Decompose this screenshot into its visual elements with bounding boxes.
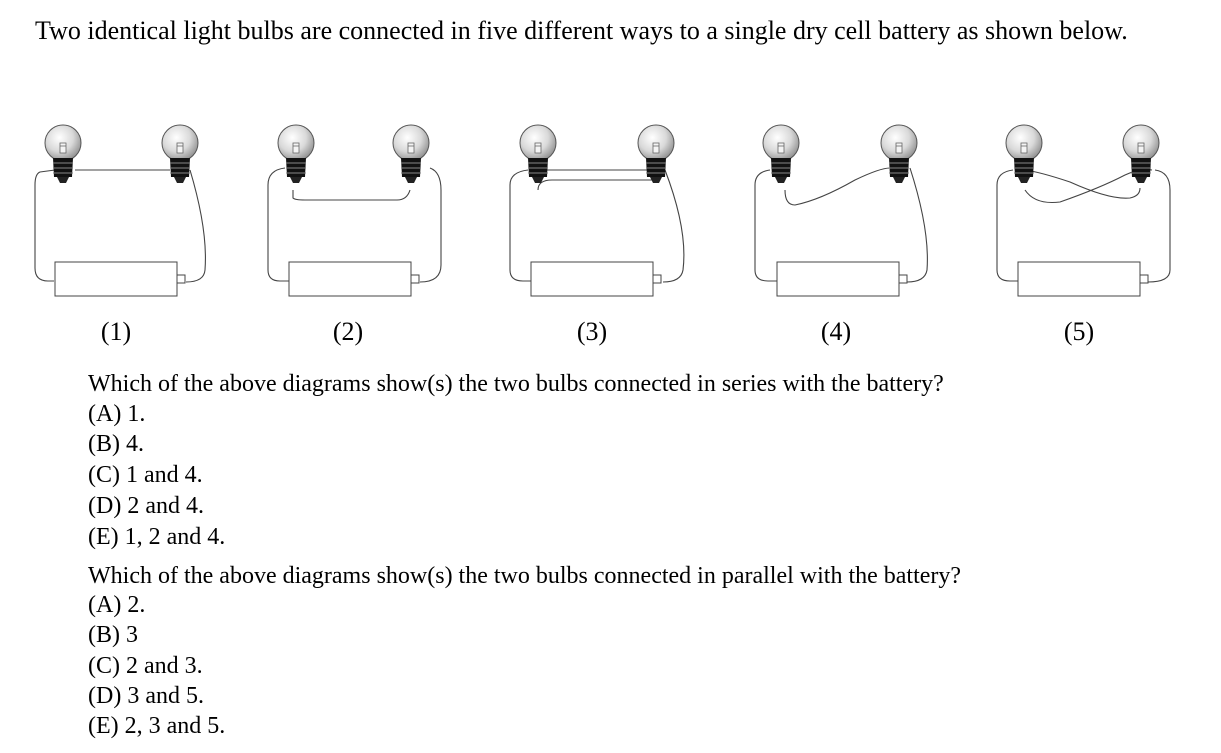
question-1-option-b: (B) 4.: [88, 431, 144, 457]
bulbs: [45, 125, 1159, 183]
intro-text: Two identical light bulbs are connected in five different ways to a single dry cell battery as shown below.: [35, 16, 1128, 45]
diagram-label-5: (5): [1063, 317, 1095, 346]
diagram-label-1: (1): [100, 317, 132, 346]
circuit-diagrams: [0, 110, 1221, 310]
question-1-option-a: (A) 1.: [88, 401, 146, 427]
diagram-label-3: (3): [576, 317, 608, 346]
question-2-option-b: (B) 3: [88, 622, 138, 648]
diagram-label-4: (4): [820, 317, 852, 346]
question-2-option-c: (C) 2 and 3.: [88, 653, 203, 679]
diagram-label-2: (2): [332, 317, 364, 346]
question-1-stem: Which of the above diagrams show(s) the two bulbs connected in series with the battery?: [88, 371, 944, 397]
question-1-option-e: (E) 1, 2 and 4.: [88, 524, 226, 550]
question-2-stem: Which of the above diagrams show(s) the two bulbs connected in parallel with the battery?: [88, 563, 962, 589]
question-1-option-c: (C) 1 and 4.: [88, 462, 203, 488]
question-2-option-e: (E) 2, 3 and 5.: [88, 713, 226, 739]
batteries: [55, 262, 1148, 296]
question-2-option-a: (A) 2.: [88, 592, 146, 618]
question-2-option-d: (D) 3 and 5.: [88, 683, 204, 709]
question-1-option-d: (D) 2 and 4.: [88, 493, 204, 519]
